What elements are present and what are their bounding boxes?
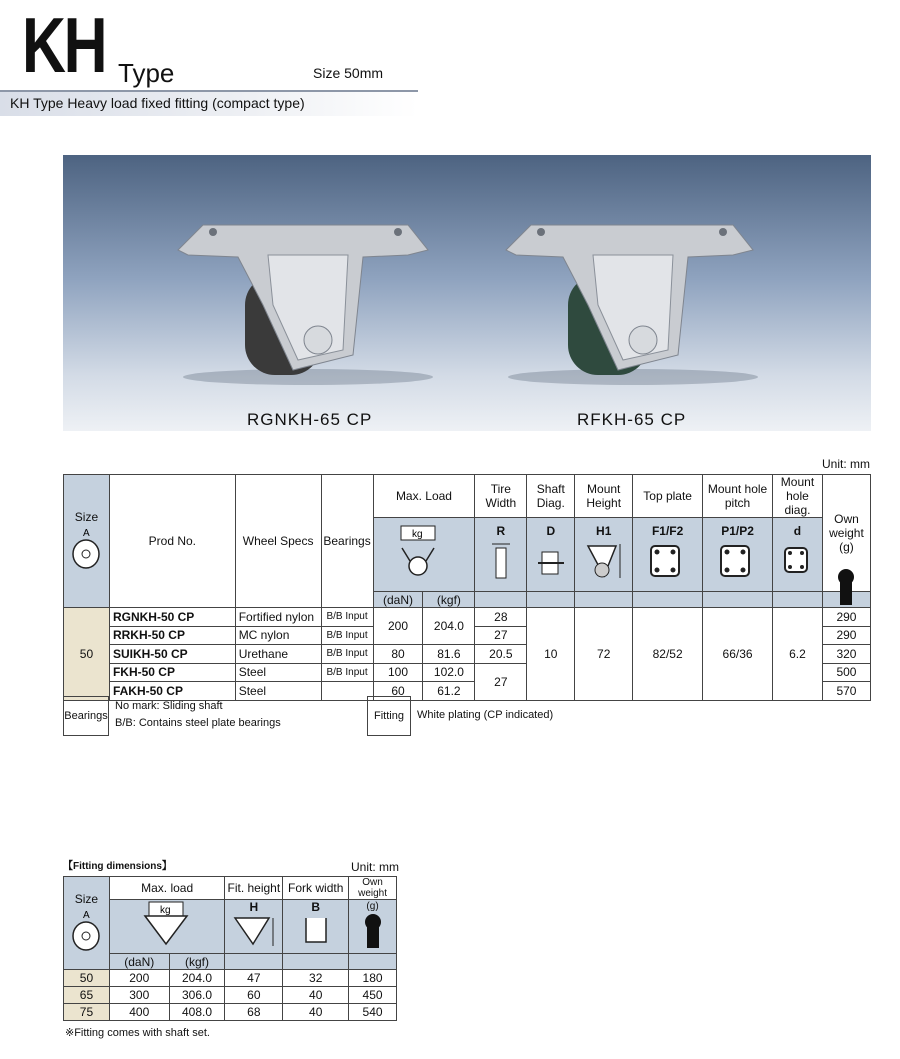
fitting-legend-text: White plating (CP indicated) xyxy=(417,709,554,721)
fork-width-icon-cell xyxy=(283,900,349,954)
fit-b-cell: 40 xyxy=(283,1004,349,1021)
fitting-note: ※Fitting comes with shaft set. xyxy=(65,1027,210,1039)
pitch-symbol: P1/P2 xyxy=(721,524,754,538)
tire-width-cell: 20.5 xyxy=(475,645,527,664)
fork-width-header: Fork width xyxy=(283,877,349,900)
wheel-spec-cell: Urethane xyxy=(235,645,321,664)
caster-photos xyxy=(63,155,871,431)
spec-table xyxy=(63,474,871,701)
tire-width-icon-cell xyxy=(475,518,527,592)
shaft-diag-header xyxy=(527,475,575,518)
fit-weight-icon-cell xyxy=(349,900,397,954)
top-plate-icon xyxy=(645,538,691,582)
fit-b-cell: 40 xyxy=(283,987,349,1004)
bearings-legend-label: Bearings xyxy=(63,696,109,736)
weight-icon-cell xyxy=(822,592,870,608)
size-header-cell xyxy=(64,475,110,608)
product-photo-panel xyxy=(63,155,871,431)
hole-diag-icon xyxy=(779,538,815,582)
fit-own-weight-header: Own weight xyxy=(349,877,397,900)
load-dan-cell: 200 xyxy=(373,608,423,645)
mount-height-symbol: H1 xyxy=(596,524,612,538)
bearings-legend-line2: B/B: Contains steel plate bearings xyxy=(115,717,281,729)
top-plate-symbol: F1/F2 xyxy=(651,524,684,538)
bearing-cell: B/B Input xyxy=(321,645,373,664)
wheel-spec-cell: Steel xyxy=(235,682,321,701)
tire-width-label: Tire Width xyxy=(485,482,517,510)
load-kgf-cell: 81.6 xyxy=(423,645,475,664)
load-kgf-cell: 204.0 xyxy=(423,608,475,645)
mount-height-icon-cell xyxy=(575,518,633,592)
hole-diag-symbol: d xyxy=(793,524,802,538)
dan-header: (daN) xyxy=(373,592,423,608)
weight-cell: 570 xyxy=(822,682,870,701)
load-dan-cell: 60 xyxy=(373,682,423,701)
fit-size-cell: 75 xyxy=(64,1004,110,1021)
prod-no-cell: FKH-50 CP xyxy=(109,663,235,682)
fit-w-cell: 180 xyxy=(349,970,397,987)
top-plate-icon-cell xyxy=(633,518,703,592)
size-header: Size xyxy=(74,509,99,524)
bearings-header: Bearings xyxy=(321,475,373,608)
max-load-icon-cell xyxy=(373,518,475,592)
prod-no-cell: FAKH-50 CP xyxy=(109,682,235,701)
series-title: KH xyxy=(22,1,106,89)
shaft-diag-symbol: D xyxy=(546,524,556,538)
kgf-header: (kgf) xyxy=(423,592,475,608)
tire-width-cell: 27 xyxy=(475,663,527,700)
load-kgf-cell: 61.2 xyxy=(423,682,475,701)
bearing-cell: B/B Input xyxy=(321,663,373,682)
bearing-cell: B/B Input xyxy=(321,608,373,627)
table-row xyxy=(64,970,397,987)
prod-no-cell: SUIKH-50 CP xyxy=(109,645,235,664)
fitting-legend-label: Fitting xyxy=(367,696,411,736)
shaft-diag-label: Shaft Diag. xyxy=(536,482,565,510)
tire-width-cell: 28 xyxy=(475,608,527,627)
max-load-header: Max. Load xyxy=(373,475,475,518)
load-dan-cell: 100 xyxy=(373,663,423,682)
tire-width-icon xyxy=(486,538,516,582)
fit-kg-label: kg xyxy=(160,905,171,916)
fitting-table-title: 【Fitting dimensions】 xyxy=(63,861,172,872)
fit-h-cell: 47 xyxy=(225,970,283,987)
weight-cell: 290 xyxy=(822,608,870,627)
table-row xyxy=(64,608,871,627)
subtitle-text: KH Type Heavy load fixed fitting (compact type) xyxy=(10,95,305,111)
bearings-legend-line1: No mark: Sliding shaft xyxy=(115,700,223,712)
svg-text:A: A xyxy=(83,909,91,921)
fit-height-symbol: H xyxy=(249,900,259,914)
table-row xyxy=(64,987,397,1004)
fit-w-cell: 450 xyxy=(349,987,397,1004)
subtitle-bar xyxy=(0,90,418,116)
own-weight-header: Own weight (g) xyxy=(822,475,870,592)
weight-cell: 290 xyxy=(822,626,870,645)
mount-height-cell: 72 xyxy=(575,608,633,701)
wheel-spec-cell: MC nylon xyxy=(235,626,321,645)
main-table-unit: Unit: mm xyxy=(822,457,870,471)
type-word: Type xyxy=(118,58,175,88)
fit-size-cell: 65 xyxy=(64,987,110,1004)
bearing-cell: B/B Input xyxy=(321,626,373,645)
fit-height-icon-cell xyxy=(225,900,283,954)
fit-load-icon-cell xyxy=(109,900,225,954)
fitting-table-unit: Unit: mm xyxy=(351,860,399,874)
fit-weight-icon xyxy=(358,912,388,950)
fit-size-header: Size xyxy=(74,891,99,906)
wheel-spec-cell: Fortified nylon xyxy=(235,608,321,627)
fit-size-header-cell xyxy=(64,877,110,970)
hole-diag-icon-cell xyxy=(773,518,823,592)
kg-label: kg xyxy=(411,529,423,540)
fork-width-symbol: B xyxy=(311,900,321,914)
fit-b-cell: 32 xyxy=(283,970,349,987)
fit-w-cell: 540 xyxy=(349,1004,397,1021)
fit-dan-cell: 200 xyxy=(109,970,169,987)
hole-diag-cell: 6.2 xyxy=(773,608,823,701)
weight-cell: 500 xyxy=(822,663,870,682)
caster-left-illustration xyxy=(178,225,433,385)
fit-dan-header: (daN) xyxy=(109,954,169,970)
tire-width-symbol: R xyxy=(496,524,506,538)
fit-max-load-header: Max. load xyxy=(109,877,225,900)
wheel-diameter-icon xyxy=(69,524,103,570)
fit-weight-unit: (g) xyxy=(366,900,379,912)
size-value: 50 xyxy=(64,608,110,701)
tire-width-header xyxy=(475,475,527,518)
fork-width-icon xyxy=(296,914,336,950)
photo-caption-left: RGNKH-65 CP xyxy=(247,410,373,429)
prod-no-cell: RGNKH-50 CP xyxy=(109,608,235,627)
pitch-icon xyxy=(715,538,761,582)
wheel-specs-header: Wheel Specs xyxy=(235,475,321,608)
top-plate-header: Top plate xyxy=(633,475,703,518)
caster-right-illustration xyxy=(506,225,758,385)
fit-kgf-header: (kgf) xyxy=(169,954,225,970)
mount-hole-diag-header: Mount hole diag. xyxy=(773,475,823,518)
tire-width-cell: 27 xyxy=(475,626,527,645)
fit-dan-cell: 300 xyxy=(109,987,169,1004)
load-dan-cell: 80 xyxy=(373,645,423,664)
fit-kgf-cell: 408.0 xyxy=(169,1004,225,1021)
bearing-cell xyxy=(321,682,373,701)
prod-no-cell: RRKH-50 CP xyxy=(109,626,235,645)
fitting-table xyxy=(63,876,397,1021)
prod-no-header: Prod No. xyxy=(109,475,235,608)
pitch-cell: 66/36 xyxy=(703,608,773,701)
table-row xyxy=(64,1004,397,1021)
fit-dan-cell: 400 xyxy=(109,1004,169,1021)
fit-kgf-cell: 204.0 xyxy=(169,970,225,987)
fit-h-cell: 60 xyxy=(225,987,283,1004)
top-plate-cell: 82/52 xyxy=(633,608,703,701)
fit-size-cell: 50 xyxy=(64,970,110,987)
weight-cell: 320 xyxy=(822,645,870,664)
wheel-spec-cell: Steel xyxy=(235,663,321,682)
photo-caption-right: RFKH-65 CP xyxy=(577,410,687,429)
shaft-cell: 10 xyxy=(527,608,575,701)
mount-height-label: Mount Height xyxy=(586,482,622,510)
fit-h-cell: 68 xyxy=(225,1004,283,1021)
size-label: Size 50mm xyxy=(313,65,384,81)
fit-load-icon xyxy=(137,900,197,950)
shaft-diag-icon xyxy=(536,538,566,582)
fit-kgf-cell: 306.0 xyxy=(169,987,225,1004)
weight-icon xyxy=(831,567,861,607)
svg-text:A: A xyxy=(83,527,91,539)
pitch-icon-cell xyxy=(703,518,773,592)
mount-height-icon xyxy=(584,538,624,582)
mount-height-header xyxy=(575,475,633,518)
load-kgf-cell: 102.0 xyxy=(423,663,475,682)
load-icon xyxy=(394,522,454,584)
fit-height-header: Fit. height xyxy=(225,877,283,900)
fit-wheel-diameter-icon xyxy=(69,906,103,952)
fit-height-icon xyxy=(229,914,279,950)
shaft-diag-icon-cell xyxy=(527,518,575,592)
mount-hole-pitch-header: Mount hole pitch xyxy=(703,475,773,518)
